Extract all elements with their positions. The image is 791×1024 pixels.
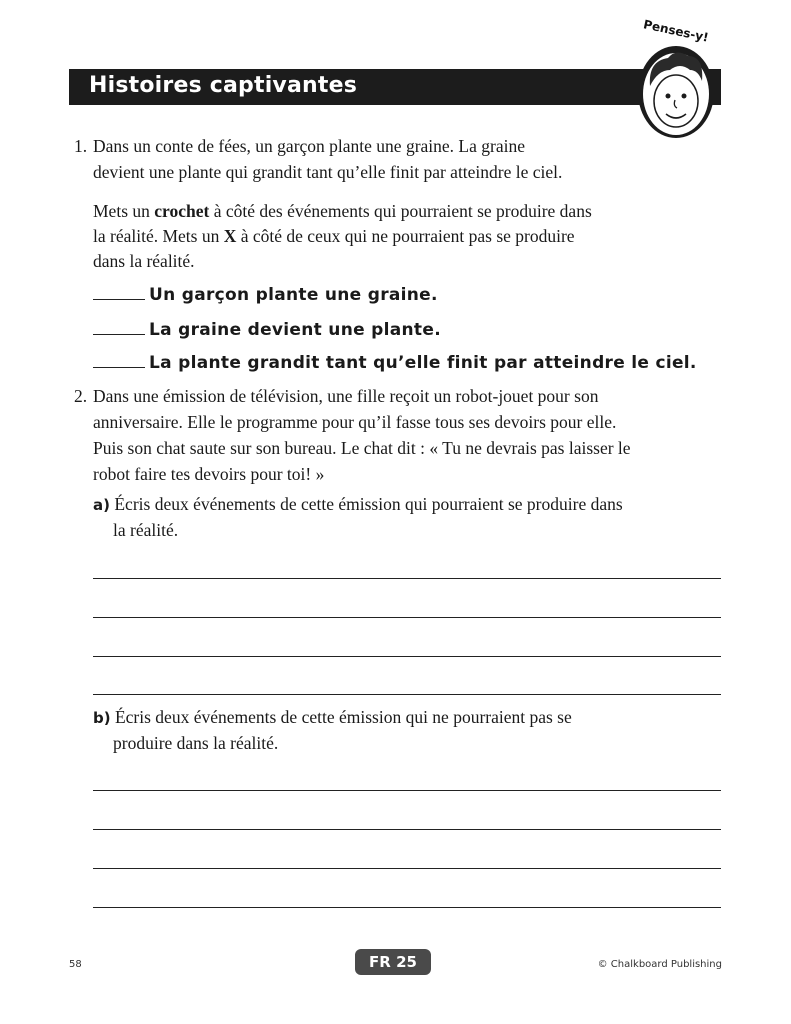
answer-blank[interactable] <box>93 298 145 300</box>
sub-b-label: b) <box>93 709 111 727</box>
sub-question-a <box>93 492 623 518</box>
sub-b-line2: produire dans la réalité. <box>113 733 279 753</box>
page-title: Histoires captivantes <box>89 73 358 98</box>
instruction-text: à côté des événements qui pourraient se produire dans <box>209 201 592 221</box>
title-bar <box>69 69 721 105</box>
instruction-bold-x: X <box>223 226 237 246</box>
sub-question-b <box>93 705 572 731</box>
instruction-line2 <box>93 224 575 249</box>
sub-a-line1: Écris deux événements de cette émission qui pourraient se produire dans <box>114 494 623 514</box>
answer-line[interactable] <box>93 907 721 908</box>
question-2-line: anniversaire. Elle le programme pour qu’il fasse tous ses devoirs pour elle. <box>93 412 617 432</box>
question-1-number: 1. <box>74 136 88 156</box>
answer-line[interactable] <box>93 868 721 869</box>
sub-a-line2: la réalité. <box>113 520 179 540</box>
question-2-line: Dans une émission de télévision, une fille reçoit un robot-jouet pour son <box>93 386 599 406</box>
task-row <box>93 347 733 373</box>
task-text: La graine devient une plante. <box>149 320 441 340</box>
instruction-bold-crochet: crochet <box>154 201 210 221</box>
question-2-number: 2. <box>74 386 88 406</box>
task-text: La plante grandit tant qu’elle finit par atteindre le ciel. <box>149 353 697 373</box>
answer-line[interactable] <box>93 829 721 830</box>
sub-a-label: a) <box>93 496 110 514</box>
task-row <box>93 279 733 305</box>
instruction-text: la réalité. Mets un <box>93 226 224 246</box>
answer-blank[interactable] <box>93 366 145 368</box>
page-code-badge: FR 25 <box>355 949 431 975</box>
question-1-line1: Dans un conte de fées, un garçon plante une graine. La graine <box>93 136 525 156</box>
task-row <box>93 314 733 340</box>
instruction-line3: dans la réalité. <box>93 251 195 271</box>
answer-line[interactable] <box>93 656 721 657</box>
task-text: Un garçon plante une graine. <box>149 285 438 305</box>
mascot-face-icon <box>628 26 724 146</box>
sub-b-line1: Écris deux événements de cette émission qui ne pourraient pas se <box>114 707 572 727</box>
question-1-line2: devient une plante qui grandit tant qu’elle finit par atteindre le ciel. <box>93 162 563 182</box>
question-2-line: robot faire tes devoirs pour toi! » <box>93 464 325 484</box>
answer-blank[interactable] <box>93 333 145 335</box>
instruction-text: Mets un <box>93 201 155 221</box>
answer-line[interactable] <box>93 578 721 579</box>
instruction-line1 <box>93 199 592 224</box>
page-number: 58 <box>69 959 82 970</box>
instruction-text: à côté de ceux qui ne pourraient pas se produire <box>236 226 575 246</box>
answer-line[interactable] <box>93 694 721 695</box>
answer-line[interactable] <box>93 790 721 791</box>
question-2-line: Puis son chat saute sur son bureau. Le chat dit : « Tu ne devrais pas laisser le <box>93 438 631 458</box>
answer-line[interactable] <box>93 617 721 618</box>
mascot-label: Penses-y! <box>642 17 710 45</box>
copyright: © Chalkboard Publishing <box>597 959 722 970</box>
